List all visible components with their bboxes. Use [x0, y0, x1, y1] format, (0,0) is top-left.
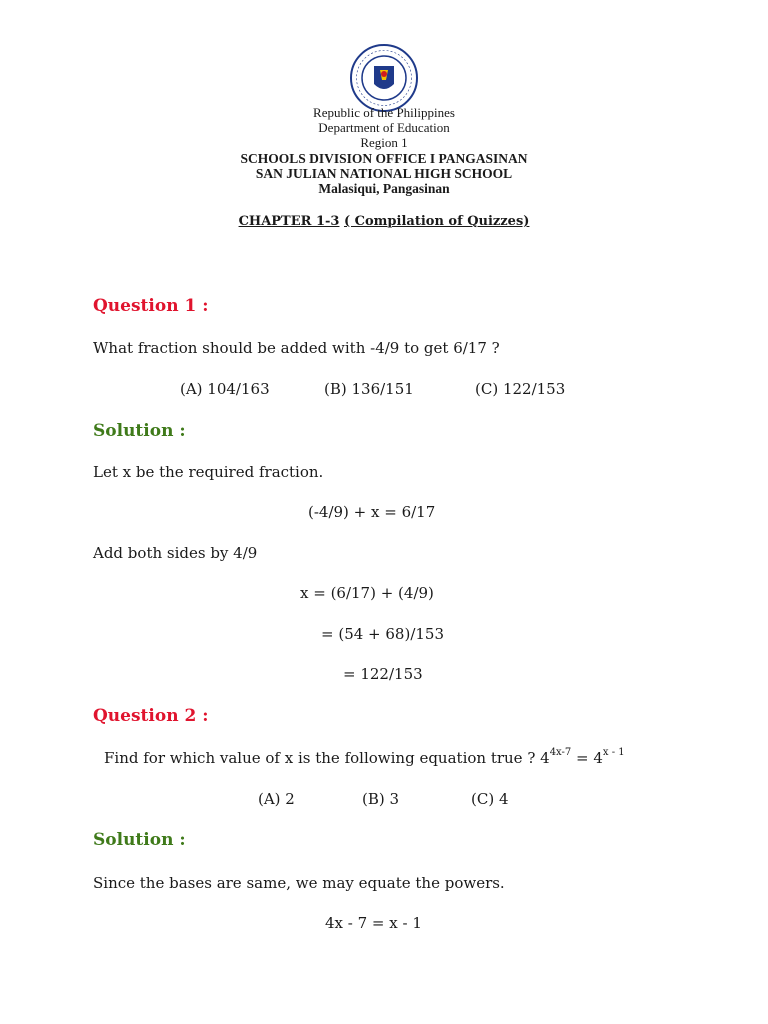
header-republic: Republic of the Philippines: [313, 105, 455, 120]
solution-1-title: Solution :: [93, 421, 186, 441]
header-location: Malasiqui, Pangasinan: [318, 181, 450, 196]
solution-1-line-1: Let x be the required fraction.: [93, 463, 324, 481]
exponent-1: 4x-7: [549, 747, 572, 758]
solution-1-line-5: = (54 + 68)/153: [321, 625, 445, 643]
question-2-option-b: (B) 3: [362, 790, 400, 808]
solution-2-line-1: Since the bases are same, we may equate the powers.: [93, 874, 505, 892]
question-2-option-a: (A) 2: [258, 790, 295, 808]
question-1-option-b: (B) 136/151: [324, 380, 414, 398]
solution-1-line-3: Add both sides by 4/9: [93, 544, 258, 562]
header-school: SAN JULIAN NATIONAL HIGH SCHOOL: [255, 166, 513, 181]
solution-2-title: Solution :: [93, 830, 186, 850]
question-2-prompt: Find for which value of x is the following equation true ? 4: [104, 749, 550, 767]
solution-1-line-4: x = (6/17) + (4/9): [300, 584, 434, 602]
header-division: SCHOOLS DIVISION OFFICE I PANGASINAN: [240, 151, 528, 166]
question-2-text: [104, 749, 625, 767]
chapter-label: CHAPTER 1-3: [238, 214, 340, 229]
chapter-title: [0, 214, 768, 229]
solution-1-line-6: = 122/153: [343, 665, 423, 683]
solution-1-line-2: (-4/9) + x = 6/17: [308, 503, 436, 521]
question-2-title: Question 2 :: [93, 706, 209, 726]
header-department: Department of Education: [318, 120, 450, 135]
question-2-option-c: (C) 4: [471, 790, 509, 808]
equals-sign: = 4: [571, 749, 603, 767]
question-1-title: Question 1 :: [93, 296, 209, 316]
solution-2-line-2: 4x - 7 = x - 1: [325, 914, 422, 932]
deped-seal: [350, 44, 418, 112]
question-1-option-c: (C) 122/153: [475, 380, 566, 398]
question-1-option-a: (A) 104/163: [180, 380, 270, 398]
exponent-2: x - 1: [602, 747, 625, 758]
header-region: Region 1: [360, 135, 408, 150]
question-1-text: What fraction should be added with -4/9 to get 6/17 ?: [93, 339, 500, 357]
chapter-subtitle: ( Compilation of Quizzes): [343, 214, 530, 229]
